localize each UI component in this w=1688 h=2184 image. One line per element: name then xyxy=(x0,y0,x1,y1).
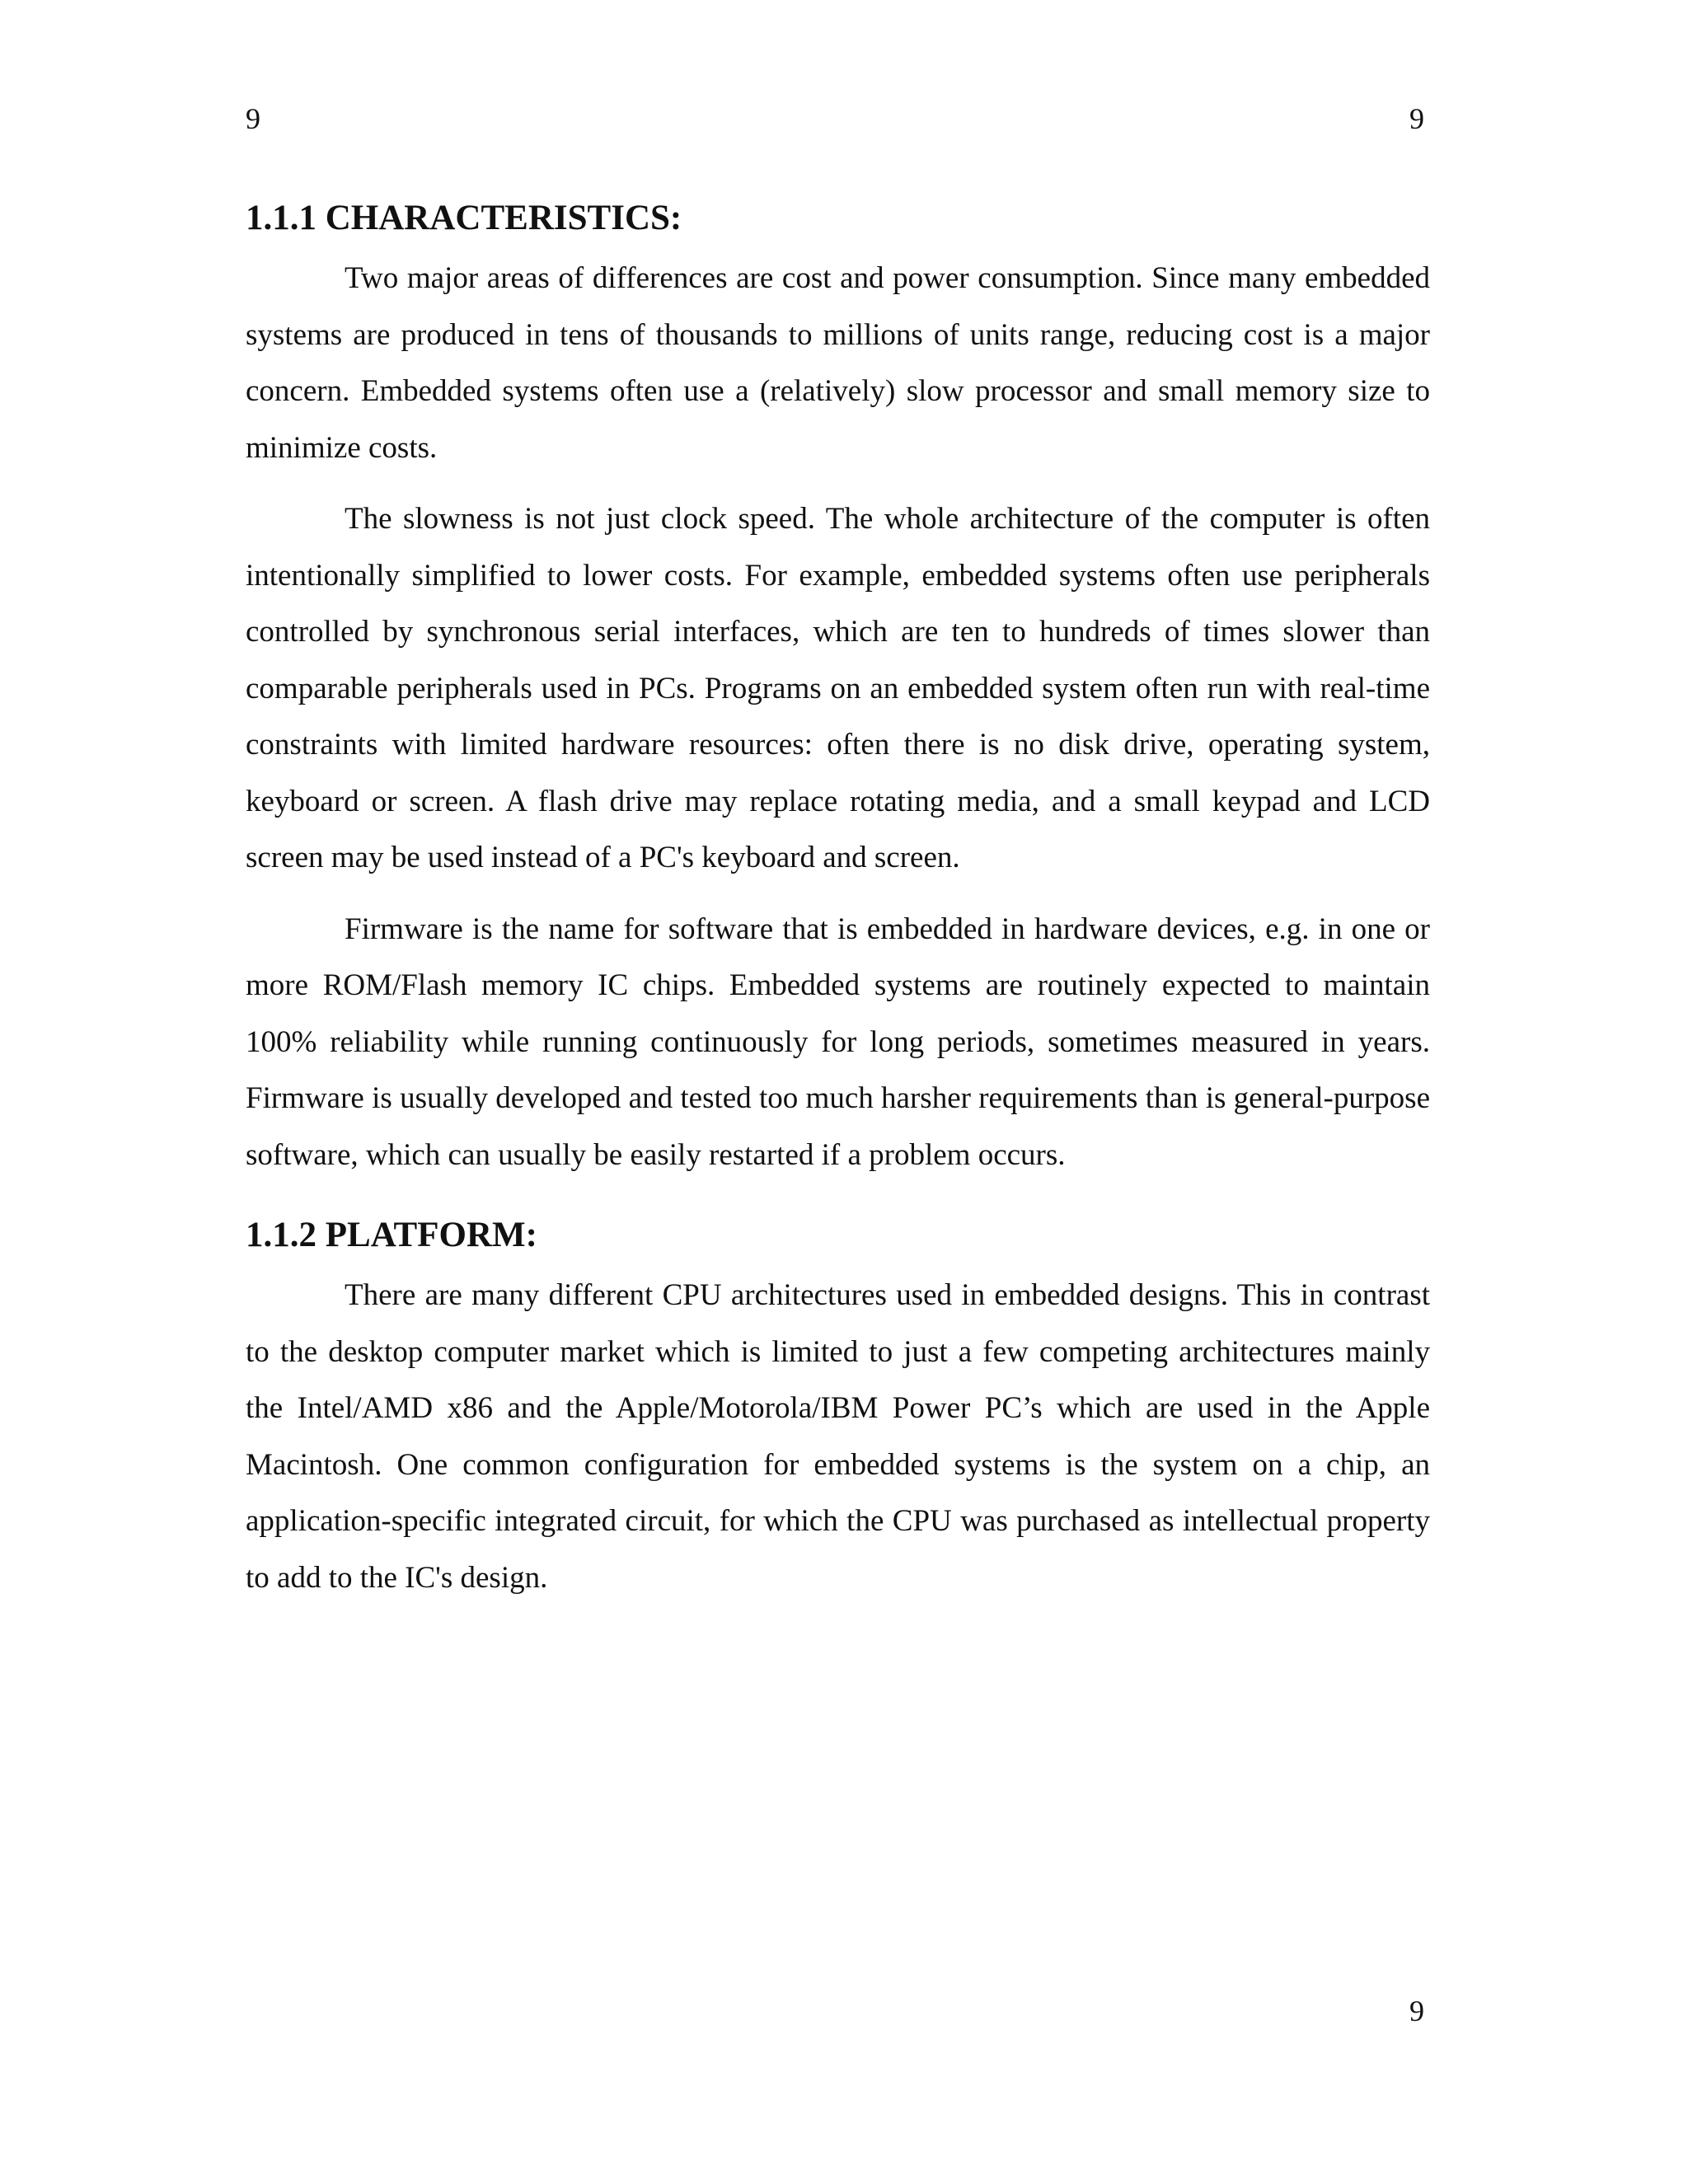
page-number-top-right: 9 xyxy=(1409,102,1424,135)
page-body xyxy=(246,198,1430,1621)
section-characteristics xyxy=(246,198,1430,1183)
paragraph: Two major areas of differences are cost and power consumption. Since many embedded systems are produced in tens of thousands to millions of units range, reducing cost is a major concern. Embedded systems often use a (relatively) slow processor and small memory size to minimize costs. xyxy=(246,261,1430,465)
section-platform xyxy=(246,1215,1430,1606)
paragraph: There are many different CPU architectures used in embedded designs. This in contrast to the desktop computer market which is limited to just a few competing architectures mainly the Intel/AMD x86 and the Apple/Motorola/IBM Power PC’s which are used in the Apple Macintosh. One common configuration for embedded systems is the system on a chip, an application-specific integrated circuit, for which the CPU was purchased as intellectual property to add to the IC's design. xyxy=(246,1278,1430,1595)
page-number-top-left: 9 xyxy=(246,102,260,135)
section-heading: 1.1.2 PLATFORM: xyxy=(246,1216,537,1254)
section-spacer xyxy=(246,1198,1430,1215)
page-number-bottom-right: 9 xyxy=(1409,1994,1424,2027)
section-heading: 1.1.1 CHARACTERISTICS: xyxy=(246,199,682,237)
paragraph: The slowness is not just clock speed. The whole architecture of the computer is often intentionally simplified to lower costs. For example, embedded systems often use peripherals controlled by synchronous serial interfaces, which are ten to hundreds of times slower than comparable peripherals used in PCs. Programs on an embedded system often run with real-time constraints with limited hardware resources: often there is no disk drive, operating system, keyboard or screen. A flash drive may replace rotating media, and a small keypad and LCD screen may be used instead of a PC's keyboard and screen. xyxy=(246,502,1430,874)
paragraph: Firmware is the name for software that is embedded in hardware devices, e.g. in one or more ROM/Flash memory IC chips. Embedded systems are routinely expected to maintain 100% reliability while running continuously for long periods, sometimes measured in years. Firmware is usually developed and tested too much harsher requirements than is general-purpose software, which can usually be easily restarted if a problem occurs. xyxy=(246,912,1430,1172)
